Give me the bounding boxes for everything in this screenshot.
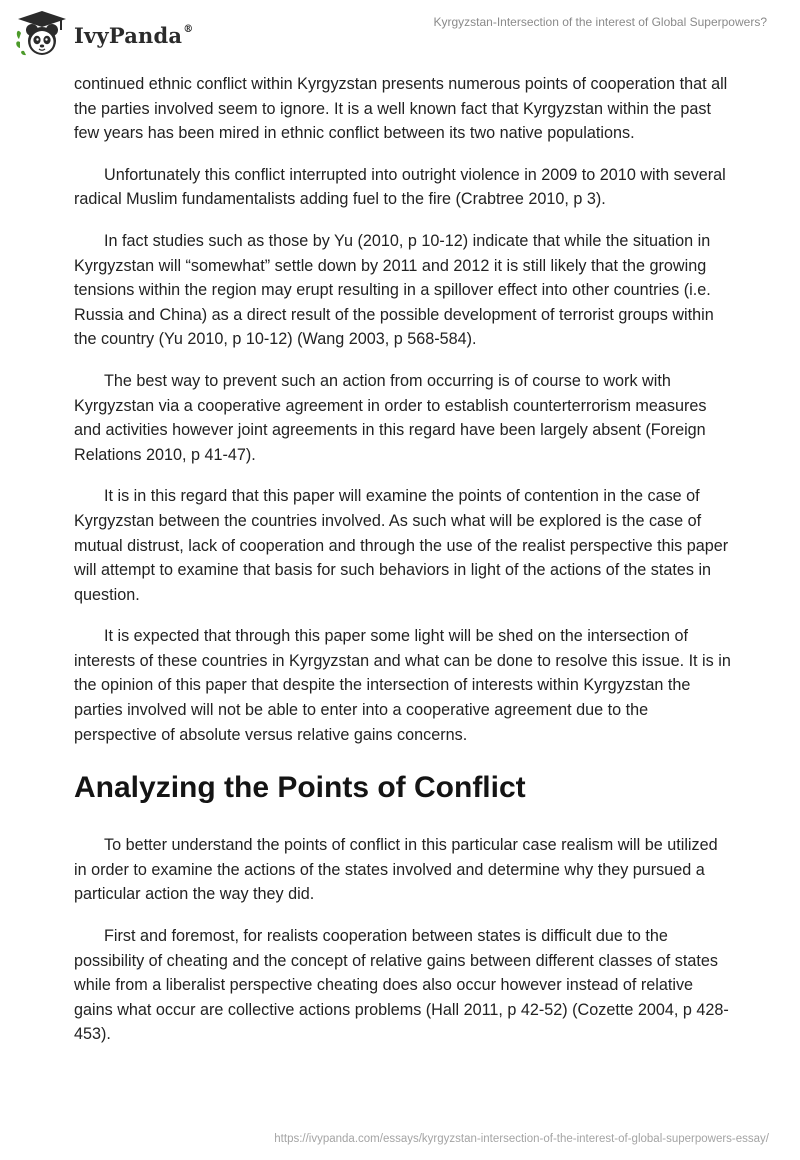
paragraph: continued ethnic conflict within Kyrgyzstan presents numerous points of cooperation that all the parties involved seem to ignore. It is a well known fact that Kyrgyzstan within the past few years has been mired in ethnic conflict between its two native populations. [74,75,728,143]
registered-mark: ® [183,23,194,35]
paragraph: To better understand the points of conflict in this particular case realism will be utilized in order to examine the actions of the states involved and determine why they pursued a particular action the way they did. [74,836,718,904]
paragraph: The best way to prevent such an action from occurring is of course to work with Kyrgyzstan via a cooperative agreement in order to establish counterterrorism measures and activities however joint agreements in this regard have been largely absent (Foreign Relations 2010, p 41-47). [74,371,707,464]
paragraph: Unfortunately this conflict interrupted into outright violence in 2009 to 2010 with several radical Muslim fundamentalists adding fuel to the fire (Crabtree 2010, p 3). [74,165,726,209]
logo-wordmark [74,23,193,48]
paragraph: It is in this regard that this paper will examine the points of contention in the case of Kyrgyzstan between the countries involved. As such what will be explored is the case of mutual distrust, lack of cooperation and through the use of the realist perspective this paper will attempt to examine that basis for such behaviors in light of the actions of the states in question. [74,487,729,604]
paragraph: It is expected that through this paper some light will be shed on the intersection of interests of these countries in Kyrgyzstan and what can be done to resolve this issue. It is in the opinion of this paper that despite the intersection of interests within Kyrgyzstan the parties involved will not be able to enter into a cooperative agreement due to the perspective of absolute versus relative gains concerns. [74,627,731,744]
section-heading: Analyzing the Points of Conflict [74,771,526,805]
footer-source-link[interactable]: https://ivypanda.com/essays/kyrgyzstan-intersection-of-the-interest-of-global-superpowers-essay/ [274,1133,769,1145]
panda-graduate-icon [14,9,70,59]
essay-content [74,72,734,1064]
paragraph: In fact studies such as those by Yu (2010, p 10-12) indicate that while the situation in Kyrgyzstan will “somewhat” settle down by 2011 and 2012 it is still likely that the growing tensions within the region may erupt resulting in a spillover effect into other countries (i.e. Russia and China) as a direct result of the possible development of terrorist groups within the country (Yu 2010, p 10-12) (Wang 2003, p 568-584). [74,231,714,349]
document-title: Kyrgyzstan-Intersection of the interest of Global Superpowers? [433,15,767,29]
ivypanda-logo[interactable] [14,9,193,59]
paragraph: First and foremost, for realists cooperation between states is difficult due to the possibility of cheating and the concept of relative gains between different classes of states while from a liberalist perspective cheating does also occur however instead of relative gains what occur are collective actions problems (Hall 2011, p 42-52) (Cozette 2004, p 428-453). [74,927,729,1044]
page-header [0,0,800,70]
logo-text: IvyPanda [74,22,183,48]
